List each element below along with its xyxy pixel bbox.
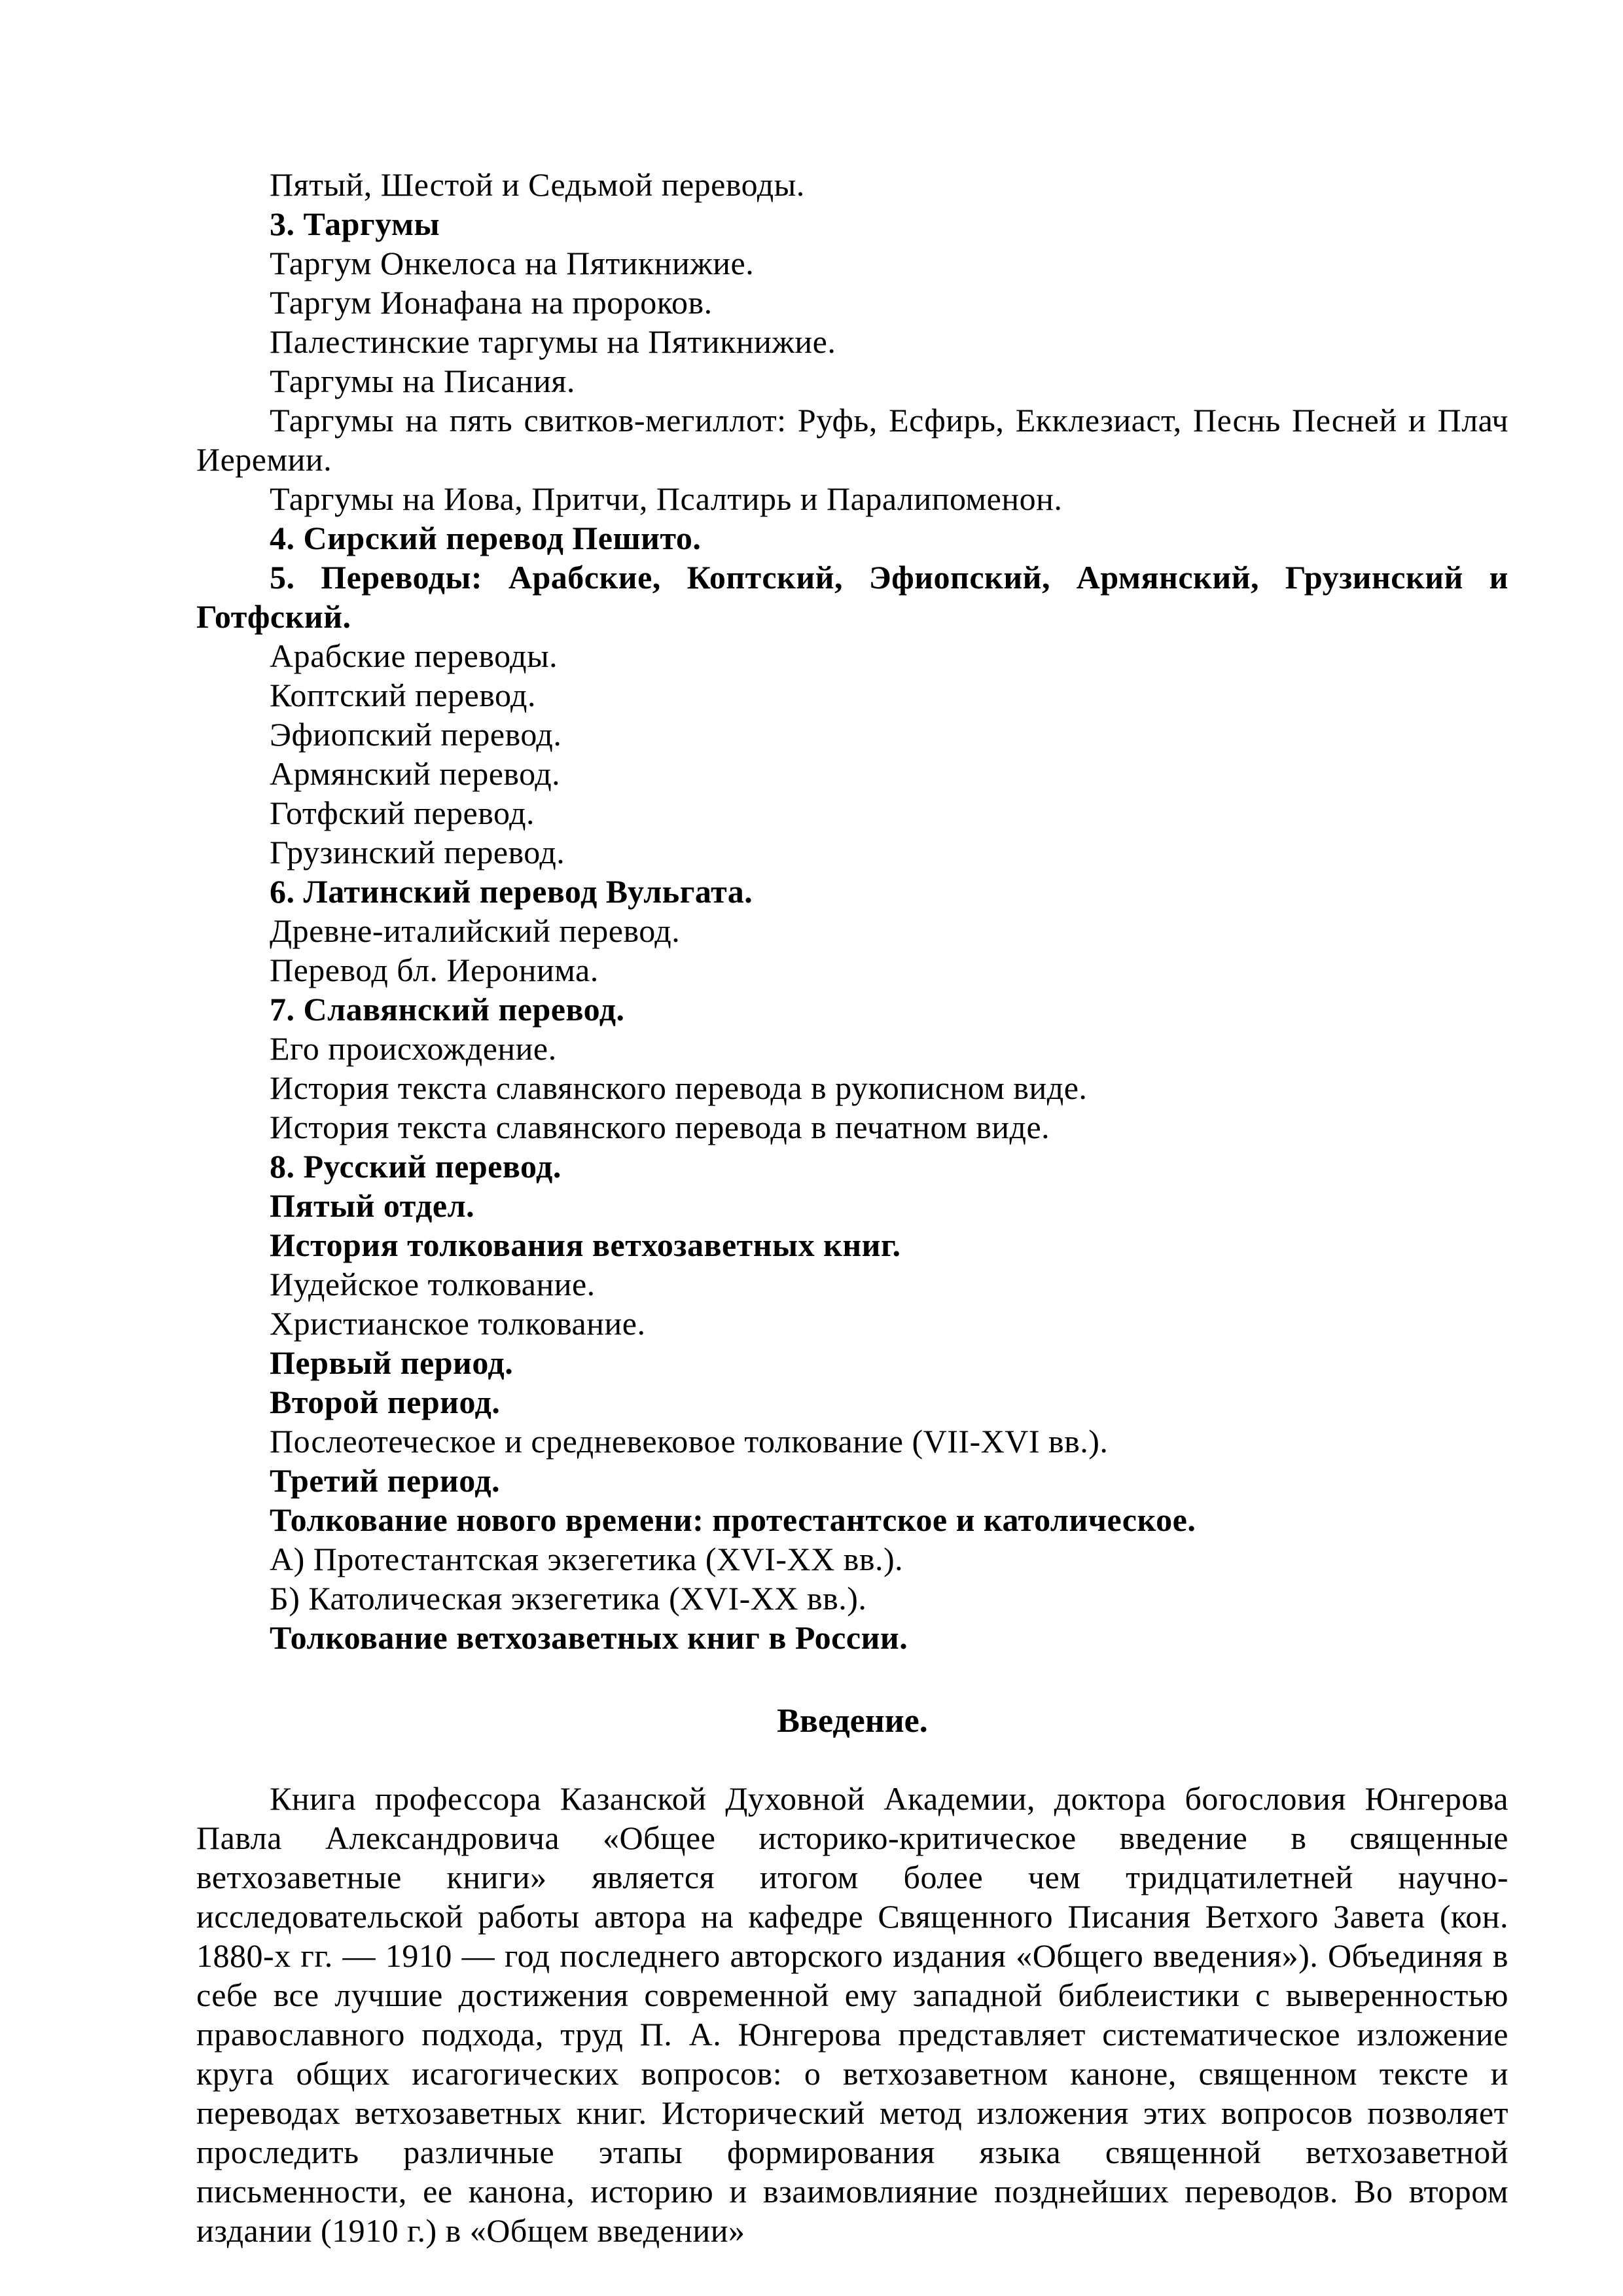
toc-item: Таргум Ионафана на пророков. — [270, 284, 713, 321]
toc-item: Толкование ветхозаветных книг в России. — [270, 1619, 908, 1656]
toc-item: Таргум Онкелоса на Пятикнижие. — [270, 245, 755, 281]
toc-item: Пятый отдел. — [270, 1187, 475, 1224]
toc-item: Армянский перевод. — [270, 755, 561, 792]
toc-item: Христианское толкование. — [270, 1305, 646, 1342]
toc-item: 7. Славянский перевод. — [270, 991, 625, 1028]
toc-item: 5. Переводы: Арабские, Коптский, Эфиопский, Армянский, Грузинский и Готфский. — [196, 559, 1508, 635]
toc-item: Древне-италийский перевод. — [270, 912, 681, 949]
toc-item: 8. Русский перевод. — [270, 1148, 562, 1185]
toc-item: Таргумы на Иова, Притчи, Псалтирь и Паралипоменон. — [270, 480, 1063, 517]
toc-item: История текста славянского перевода в рукописном виде. — [270, 1069, 1088, 1106]
section-heading: Введение. — [777, 1702, 928, 1740]
toc-item: Эфиопский перевод. — [270, 716, 562, 753]
toc-item: Первый период. — [270, 1344, 514, 1381]
toc-item: Таргумы на пять свитков-мегиллот: Руфь, Есфирь, Екклезиаст, Песнь Песней и Плач Иеремии. — [196, 402, 1508, 478]
toc-item: Послеотеческое и средневековое толкование (VII-XVI вв.). — [270, 1423, 1109, 1460]
toc-item: Готфский перевод. — [270, 795, 535, 831]
toc-item: Пятый, Шестой и Седьмой переводы. — [270, 166, 805, 203]
intro-paragraph: Книга профессора Казанской Духовной Академии, доктора богословия Юнгерова Павла Александровича «Общее историко-критическое введение в священные ветхозаветные книги» является итогом более чем тридцатилетней научно-исследовательской работы автора на кафедре Священного Писания Ветхого Завета (кон. 1880-х гг. — 1910 — год последнего авторского издания «Общего введения»). Объединяя в себе все лучшие достижения современной ему западной библеистики с выверенностью православного подхода, труд П. А. Юнгерова представляет систематическое изложение круга общих исагогических вопросов: о ветхозаветном каноне, священном тексте и переводах ветхозаветных книг. Исторический метод изложения этих вопросов позволяет проследить различные этапы формирования языка священной ветхозаветной письменности, ее канона, историю и взаимовлияние позднейших переводов. Во втором издании (1910 г.) в «Общем введении» — [196, 1780, 1508, 2249]
toc-item: Иудейское толкование. — [270, 1266, 596, 1302]
toc-item: Таргумы на Писания. — [270, 363, 575, 399]
intro-section — [196, 1779, 1508, 2250]
toc-item: Его происхождение. — [270, 1030, 557, 1067]
toc-item: Перевод бл. Иеронима. — [270, 952, 599, 988]
toc-item: 4. Сирский перевод Пешито. — [270, 520, 702, 556]
page-content — [196, 165, 1508, 2250]
table-of-contents — [196, 165, 1508, 1657]
toc-item: 6. Латинский перевод Вульгата. — [270, 873, 753, 910]
toc-item: История текста славянского перевода в печатном виде. — [270, 1109, 1050, 1145]
toc-item: История толкования ветхозаветных книг. — [270, 1227, 901, 1263]
toc-item: Третий период. — [270, 1462, 501, 1499]
toc-item: Палестинские таргумы на Пятикнижие. — [270, 323, 836, 360]
toc-item: А) Протестантская экзегетика (XVI-XX вв.). — [270, 1541, 904, 1577]
toc-item: Грузинский перевод. — [270, 834, 565, 870]
toc-item: Арабские переводы. — [270, 637, 558, 674]
toc-item: Б) Католическая экзегетика (XVI-XX вв.). — [270, 1580, 867, 1617]
toc-item: 3. Таргумы — [270, 206, 440, 242]
toc-item: Коптский перевод. — [270, 677, 536, 713]
toc-item: Толкование нового времени: протестантское и католическое. — [270, 1501, 1196, 1538]
toc-item: Второй период. — [270, 1384, 501, 1420]
